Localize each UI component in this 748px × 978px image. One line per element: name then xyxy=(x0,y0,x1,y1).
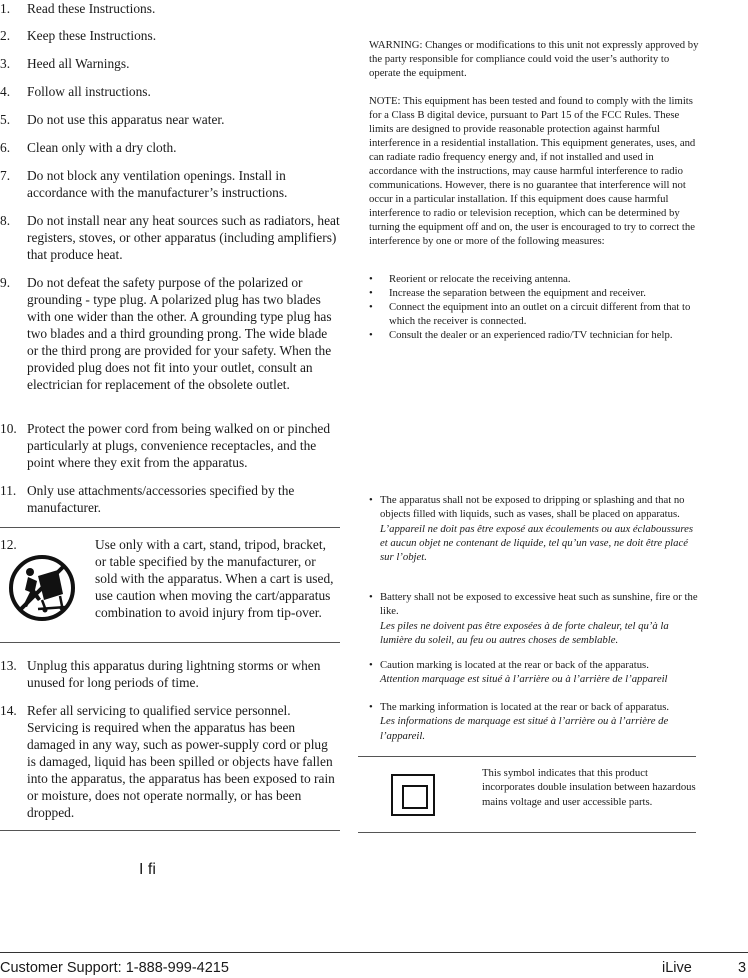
bullet: • xyxy=(369,659,373,671)
safety-note-fr: Les informations de marquage est situé à l’arrière ou à l’arrière de l’appareil. xyxy=(380,715,669,742)
instruction-item-13 xyxy=(0,657,340,691)
item-text: Unplug this apparatus during lightning storms or when unused for long periods of time. xyxy=(27,658,321,690)
item-number: 10. xyxy=(0,421,17,436)
item-text: Only use attachments/accessories specified by the manufacturer. xyxy=(27,483,295,515)
cart-tipover-warning-icon xyxy=(8,554,76,622)
item-number: 7. xyxy=(0,168,11,183)
safety-note-fr: L’appareil ne doit pas être exposé aux écoulements ou aux éclaboussures et aucun objet ne contenant de liquide, tel qu’un vase, ne doit être placé sur l’objet. xyxy=(380,522,694,564)
bullet: • xyxy=(369,273,373,285)
safety-note-en: The apparatus shall not be exposed to dripping or splashing and that no objects filled with liquids, such as vases, shall be placed on apparatus. xyxy=(380,494,685,521)
item-number: 9. xyxy=(0,275,11,290)
instruction-item-11 xyxy=(0,482,340,516)
item-number: 6. xyxy=(0,140,11,155)
item-number: 12. xyxy=(0,537,17,552)
item-text: Follow all instructions. xyxy=(27,84,151,99)
item-text: Keep these Instructions. xyxy=(27,28,157,43)
customer-support: Customer Support: 1-888-999-4215 xyxy=(0,960,229,976)
double-insulation-text: This symbol indicates that this product incorporates double insulation between hazardous mains voltage and user accessible parts. xyxy=(482,767,696,808)
fcc-measure: • Reorient or relocate the receiving antenna. xyxy=(369,273,571,285)
bullet: • xyxy=(369,301,373,313)
divider xyxy=(358,832,696,833)
bullet: • xyxy=(369,494,373,506)
instruction-item-2 xyxy=(0,27,340,44)
fcc-measure: • Consult the dealer or an experienced radio/TV technician for help. xyxy=(369,329,673,341)
safety-note xyxy=(369,590,699,647)
bullet: • xyxy=(369,701,373,713)
item-text: Protect the power cord from being walked on or pinched particularly at plugs, convenience receptacles, and the point where they exit from the apparatus. xyxy=(27,421,331,470)
item-text: Do not use this apparatus near water. xyxy=(27,112,225,127)
instruction-item-10 xyxy=(0,420,340,471)
instruction-item-4 xyxy=(0,83,340,100)
safety-note-en: The marking information is located at the rear or back of apparatus. xyxy=(380,701,670,713)
item-text: Refer all servicing to qualified service personnel. Servicing is required when the apparatus has been damaged in any way, such as power-supply cord or plug is damaged, liquid has been spilled or objects have fallen into the apparatus, the apparatus has been exposed to rain or moisture, does not operate normally, or has been dropped. xyxy=(27,703,335,820)
instruction-item-9 xyxy=(0,274,340,393)
item-text: Read these Instructions. xyxy=(27,1,156,16)
item-text: Clean only with a dry cloth. xyxy=(27,140,177,155)
bullet: • xyxy=(369,329,373,341)
instruction-item-7 xyxy=(0,167,340,201)
fcc-note: NOTE: This equipment has been tested and found to comply with the limits for a Class B digital device, pursuant to Part 15 of the FCC Rules. These limits are designed to provide reasonable protection against harmful interference in a residential installation. This equipment generates, uses, and can radiate radio frequency energy and, if not installed and used in accordance with the instructions, may cause harmful interference to radio communications. However, there is no guarantee that interference will not occur in a particular installation. If this equipment does cause harmful interference to radio or television reception, which can be determined by turning the equipment off and on, the user is encouraged to try to correct the interference by one or more of the following measures: xyxy=(369,95,696,247)
item-text: Do not block any ventilation openings. Install in accordance with the manufacturer’s instructions. xyxy=(27,168,288,200)
instruction-item-12 xyxy=(0,536,340,636)
instruction-item-6 xyxy=(0,139,340,156)
safety-note-en: Caution marking is located at the rear or back of the apparatus. xyxy=(380,659,649,671)
stray-text: I fi xyxy=(139,861,156,878)
item-number: 1. xyxy=(0,1,11,16)
fcc-warning: WARNING: Changes or modifications to this unit not expressly approved by the party responsible for compliance could void the user’s authority to operate the equipment. xyxy=(369,39,699,79)
safety-note xyxy=(369,700,699,743)
divider xyxy=(0,830,340,831)
item-text: Heed all Warnings. xyxy=(27,56,130,71)
item-number: 5. xyxy=(0,112,11,127)
item-number: 8. xyxy=(0,213,11,228)
safety-note-fr: Les piles ne doivent pas être exposées à de forte chaleur, tel qu’à la lumière du soleil, au feu ou autres choses de semblable. xyxy=(380,619,669,646)
instruction-item-14 xyxy=(0,702,340,821)
instruction-item-3 xyxy=(0,55,340,72)
divider xyxy=(0,527,340,528)
item-number: 11. xyxy=(0,483,17,498)
instruction-item-8 xyxy=(0,212,340,263)
safety-note-fr: Attention marquage est situé à l’arrière ou à l’arrière de l’appareil xyxy=(380,673,668,686)
item-number: 4. xyxy=(0,84,11,99)
item-text: Do not install near any heat sources such as radiators, heat registers, stoves, or other apparatus (including amplifiers) that produce heat. xyxy=(27,213,340,262)
brand-name: iLive xyxy=(662,960,692,976)
item-number: 14. xyxy=(0,703,17,718)
bullet: • xyxy=(369,591,373,603)
item-number: 13. xyxy=(0,658,17,673)
instruction-item-1 xyxy=(0,0,340,17)
bullet: • xyxy=(369,287,373,299)
safety-note xyxy=(369,493,699,564)
instruction-item-5 xyxy=(0,111,340,128)
item-number: 3. xyxy=(0,56,11,71)
item-number: 2. xyxy=(0,28,11,43)
safety-note xyxy=(369,658,699,687)
footer-rule xyxy=(0,952,748,953)
double-insulation-icon xyxy=(391,774,435,816)
safety-note-en: Battery shall not be exposed to excessive heat such as sunshine, fire or the like. xyxy=(380,591,698,618)
page-number: 3 xyxy=(738,960,747,976)
item-text: Use only with a cart, stand, tripod, bracket, or table specified by the manufacturer, or sold with the apparatus. When a cart is used, use caution when moving the cart/apparatus combination to avoid injury from tip-over. xyxy=(95,537,334,620)
divider xyxy=(0,642,340,643)
fcc-measure: • Increase the separation between the equipment and receiver. xyxy=(369,287,646,299)
fcc-measure: • Connect the equipment into an outlet on a circuit different from that to which the receiver is connected. xyxy=(369,301,691,327)
divider xyxy=(358,756,696,757)
item-text: Do not defeat the safety purpose of the polarized or grounding - type plug. A polarized plug has two blades with one wider than the other. A grounding type plug has two blades and a third grounding prong. The wide blade or the third prong are provided for your safety. When the provided plug does not fit into your outlet, consult an electrician for replacement of the obsolete outlet. xyxy=(27,275,332,392)
